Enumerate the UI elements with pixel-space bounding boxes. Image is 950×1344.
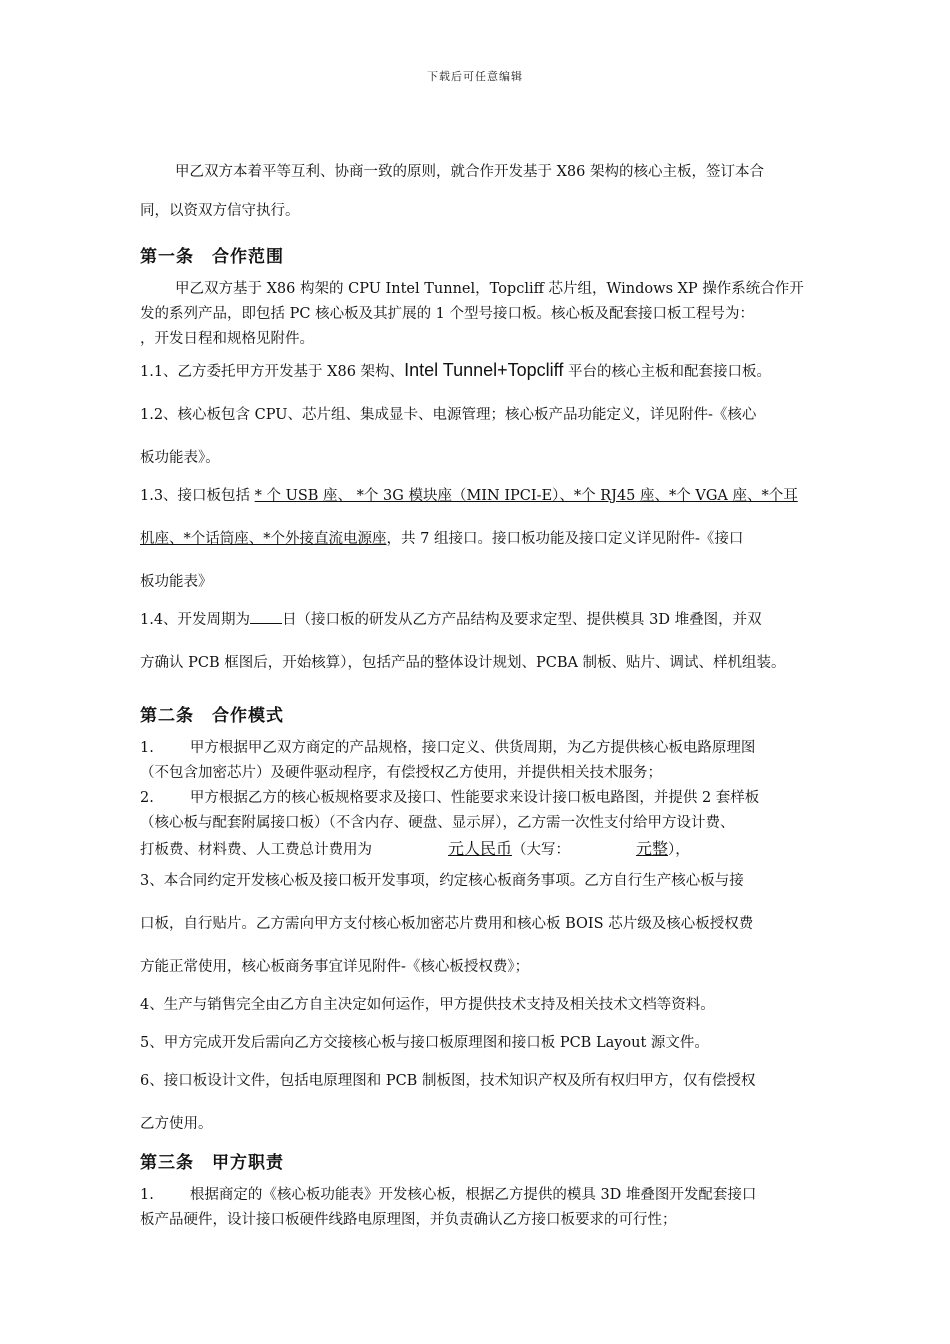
clause-1-1-platform: Intel Tunnel+Topcliff: [404, 360, 564, 380]
clause-1-4-line-2: 方确认 PCB 框图后，开始核算），包括产品的整体设计规划、PCBA 制板、贴片、调试、样机组装。: [140, 655, 786, 671]
clause-1-3-tail: ，共 7 组接口。接口板功能及接口定义详见附件-《接口: [386, 531, 744, 547]
dev-period-blank: [250, 609, 282, 624]
clause-2-1-number: 1.: [140, 740, 154, 756]
clause-3-1-line-1: [140, 1183, 756, 1204]
clause-2-6-line-2: 乙方使用。: [140, 1116, 213, 1132]
article-2-heading: [140, 701, 284, 726]
clause-2-5: 5、甲方完成开发后需向乙方交接核心板与接口板原理图和接口板 PCB Layout 源文件。: [140, 1035, 709, 1051]
clause-2-2-line-1: [140, 786, 759, 807]
clause-2-2-text: 甲方根据乙方的核心板规格要求及接口、性能要求来设计接口板电路图，并提供 2 套样板: [189, 790, 760, 806]
clause-3-1-line-2: 板产品硬件，设计接口板硬件线路电原理图，并负责确认乙方接口板要求的可行性；: [140, 1212, 677, 1228]
article-1-number: 第一条: [140, 247, 194, 267]
article-1-title: 合作范围: [212, 247, 284, 267]
page-header: 下载后可任意编辑: [427, 70, 523, 83]
fee-close: ），: [668, 842, 690, 858]
clause-1-1-text-a: 1.1、乙方委托甲方开发基于 X86 架构、: [140, 364, 405, 380]
article-1-para-line-2: 发的系列产品，即包括 PC 核心板及其扩展的 1 个型号接口板。核心板及配套接口板工程号为：: [140, 306, 755, 322]
clause-1-2-line-1: 1.2、核心板包含 CPU、芯片组、集成显卡、电源管理；核心板产品功能定义，详见附件-《核心: [140, 407, 757, 423]
clause-2-2-number: 2.: [140, 790, 154, 806]
clause-2-4: 4、生产与销售完全由乙方自主决定如何运作，甲方提供技术支持及相关技术文档等资料。: [140, 997, 715, 1013]
intro-line-2: 同，以资双方信守执行。: [140, 203, 300, 219]
article-1-heading: [140, 242, 284, 267]
clause-1-1: [140, 360, 771, 381]
article-1-para-line-3: ，开发日程和规格见附件。: [140, 331, 314, 347]
fee-whole: 元整: [636, 841, 669, 858]
article-3-title: 甲方职责: [212, 1153, 284, 1173]
clause-1-3-line-1: [140, 484, 798, 505]
clause-2-2-fee-lead: 打板费、材料费、人工费总计费用为: [140, 842, 372, 858]
clause-2-1-line-2: （不包含加密芯片）及硬件驱动程序，有偿授权乙方使用，并提供相关技术服务；: [140, 765, 662, 781]
article-3-number: 第三条: [140, 1153, 194, 1173]
article-2-number: 第二条: [140, 706, 194, 726]
clause-1-4-line-1: [140, 608, 762, 629]
clause-3-1-number: 1.: [140, 1187, 154, 1203]
article-1-para-line-1: 甲乙双方基于 X86 构架的 CPU Intel Tunnel，Topcliff 芯片组，Windows XP 操作系统合作开: [175, 281, 804, 297]
fee-uppercase-label: （大写：: [512, 842, 571, 858]
clause-2-3-line-3: 方能正常使用，核心板商务事宜详见附件-《核心板授权费》；: [140, 959, 530, 975]
clause-3-1-text: 根据商定的《核心板功能表》开发核心板，根据乙方提供的模具 3D 堆叠图开发配套接口: [189, 1187, 757, 1203]
clause-2-3-line-1: 3、本合同约定开发核心板及接口板开发事项，约定核心板商务事项。乙方自行生产核心板与接: [140, 873, 744, 889]
clause-1-3-ports-underlined: * 个 USB 座、 *个 3G 模块座（MIN IPCI-E）、*个 RJ45 座、*个 VGA 座、*个耳: [254, 488, 798, 504]
clause-1-3-ports-underlined-2: 机座、*个话筒座、*个外接直流电源座: [140, 531, 387, 547]
clause-2-6-line-1: 6、接口板设计文件，包括电原理图和 PCB 制板图，技术知识产权及所有权归甲方，仅有偿授权: [140, 1073, 756, 1089]
article-2-title: 合作模式: [212, 706, 284, 726]
clause-2-1-line-1: [140, 736, 755, 757]
clause-1-4-tail: 日（接口板的研发从乙方产品结构及要求定型、提供模具 3D 堆叠图，并双: [282, 612, 762, 628]
article-3-heading: [140, 1148, 284, 1173]
clause-1-3-lead: 1.3、接口板包括: [140, 488, 255, 504]
clause-2-2-line-3: [140, 836, 690, 859]
clause-2-3-line-2: 口板，自行贴片。乙方需向甲方支付核心板加密芯片费用和核心板 BOIS 芯片级及核心板授权费: [140, 916, 754, 932]
clause-1-1-text-c: 平台的核心主板和配套接口板。: [563, 364, 771, 380]
fee-uppercase-blank: [570, 842, 668, 858]
clause-1-4-lead: 1.4、开发周期为: [140, 612, 251, 628]
clause-1-3-line-2: [140, 527, 743, 548]
clause-2-1-text: 甲方根据甲乙双方商定的产品规格，接口定义、供货周期，为乙方提供核心板电路原理图: [189, 740, 756, 756]
clause-1-2-line-2: 板功能表》。: [140, 450, 220, 466]
clause-1-3-line-3: 板功能表》: [140, 574, 213, 590]
clause-2-2-line-2: （核心板与配套附属接口板）（不含内存、硬盘、显示屏），乙方需一次性支付给甲方设计费、: [140, 815, 735, 831]
intro-line-1: 甲乙双方本着平等互利、协商一致的原则，就合作开发基于 X86 架构的核心主板，签订本合: [175, 164, 764, 180]
fee-currency: 元人民币: [448, 841, 513, 858]
fee-amount-blank: [372, 842, 512, 858]
